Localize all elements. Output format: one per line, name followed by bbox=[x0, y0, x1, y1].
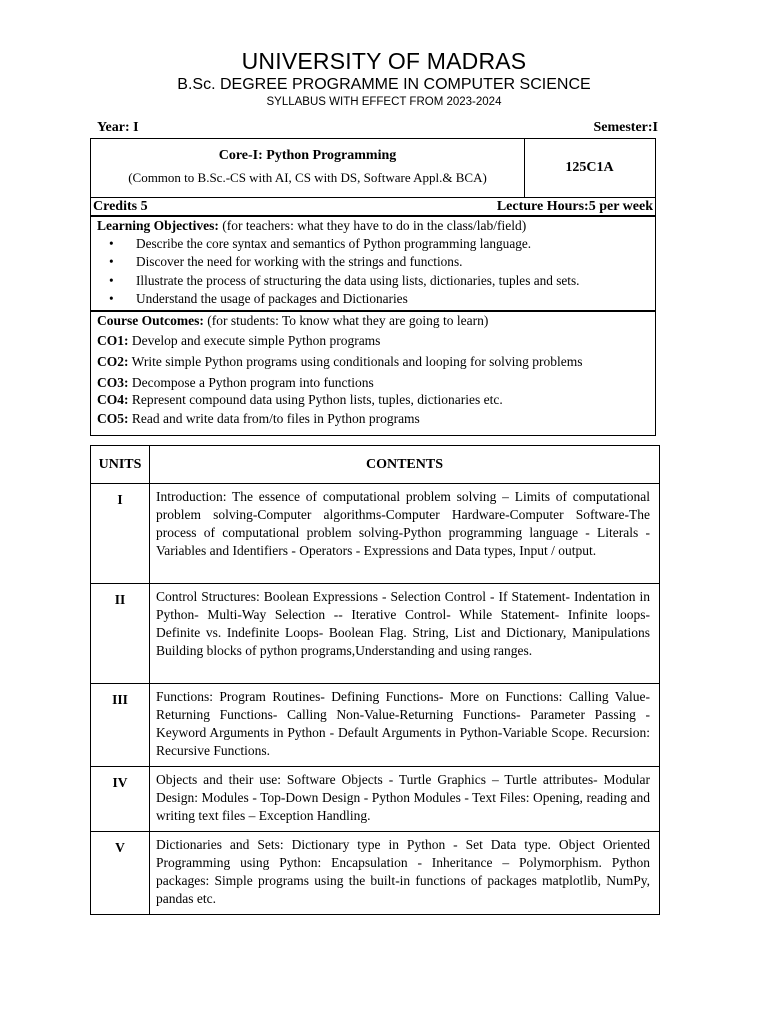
year-label: Year: I bbox=[97, 120, 139, 135]
objective-text: Understand the usage of packages and Dictionaries bbox=[136, 291, 408, 307]
course-outcomes-note: (for students: To know what they are going to learn) bbox=[203, 313, 489, 328]
outcome-code: CO3: bbox=[97, 375, 129, 390]
learning-objectives-box bbox=[90, 217, 656, 311]
table-row bbox=[91, 484, 660, 584]
table-row bbox=[91, 584, 660, 684]
bullet-icon: • bbox=[109, 272, 114, 288]
course-title-cell bbox=[91, 139, 525, 197]
course-outcomes-label: Course Outcomes: bbox=[97, 313, 204, 328]
outcome-item bbox=[97, 392, 503, 408]
unit-content: Dictionaries and Sets: Dictionary type in Python - Set Data type. Object Oriented Programming using Python: Encapsulation - Inheritance – Polymorphism. Python packages: Simple programs using the built-in functions of packages matplotlib, NumPy, pandas etc. bbox=[150, 832, 660, 915]
outcome-code: CO4: bbox=[97, 392, 129, 407]
units-contents-table bbox=[90, 445, 660, 915]
outcome-text: Develop and execute simple Python programs bbox=[128, 333, 381, 348]
bullet-icon: • bbox=[109, 291, 114, 307]
bullet-icon: • bbox=[109, 236, 114, 251]
lecture-hours-label: Lecture Hours:5 per week bbox=[496, 199, 653, 214]
outcome-item bbox=[97, 354, 583, 370]
outcome-text: Represent compound data using Python lists, tuples, dictionaries etc. bbox=[128, 392, 503, 407]
learning-objectives-heading bbox=[97, 218, 526, 234]
objective-text: Describe the core syntax and semantics of Python programming language. bbox=[136, 236, 532, 251]
unit-number: V bbox=[91, 832, 150, 915]
unit-number: III bbox=[91, 684, 150, 767]
units-column-header: UNITS bbox=[91, 446, 150, 484]
list-item bbox=[109, 273, 580, 291]
unit-number: IV bbox=[91, 767, 150, 832]
outcome-text: Decompose a Python program into functions bbox=[128, 375, 374, 390]
outcome-code: CO2: bbox=[97, 354, 129, 369]
unit-content: Introduction: The essence of computational problem solving – Limits of computational problem solving-Computer algorithms-Computer Hardware-Computer Software-The process of computational problem solving-Python programming language - Literals - Variables and Identifiers - Operators - Expressions and Data types, Input / output. bbox=[150, 484, 660, 584]
outcome-code: CO5: bbox=[97, 411, 129, 426]
outcome-item bbox=[97, 411, 420, 427]
course-common-note: (Common to B.Sc.-CS with AI, CS with DS, Software Appl.& BCA) bbox=[128, 170, 487, 185]
outcome-text: Read and write data from/to files in Python programs bbox=[128, 411, 420, 426]
list-item bbox=[109, 291, 580, 309]
objective-text: Discover the need for working with the strings and functions. bbox=[136, 254, 463, 270]
table-row bbox=[91, 684, 660, 767]
semester-label: Semester:I bbox=[593, 120, 658, 135]
table-header-row bbox=[91, 446, 660, 484]
credits-row bbox=[90, 197, 656, 217]
outcome-text: Write simple Python programs using conditionals and looping for solving problems bbox=[128, 354, 583, 369]
learning-objectives-list bbox=[109, 236, 580, 310]
course-outcomes-heading bbox=[97, 313, 488, 329]
course-header-box bbox=[90, 138, 656, 198]
learning-objectives-label: Learning Objectives: bbox=[97, 218, 219, 233]
list-item bbox=[109, 236, 580, 254]
unit-content: Control Structures: Boolean Expressions - Selection Control - If Statement- Indentation in Python- Multi-Way Selection -- Iterative Control- While Statement- Infinite loops- Definite vs. Indefinite Loops- Boolean Flag. String, List and Dictionary, Manipulations Building blocks of python programs,Understanding and using ranges. bbox=[150, 584, 660, 684]
course-code: 125C1A bbox=[565, 160, 614, 175]
contents-column-header: CONTENTS bbox=[150, 446, 660, 484]
bullet-icon: • bbox=[109, 254, 114, 270]
outcome-item bbox=[97, 375, 374, 391]
university-title: UNIVERSITY OF MADRAS bbox=[241, 48, 527, 74]
learning-objectives-note: (for teachers: what they have to do in the class/lab/field) bbox=[218, 218, 527, 233]
outcome-item bbox=[97, 333, 380, 349]
unit-number: I bbox=[91, 484, 150, 584]
programme-title: B.Sc. DEGREE PROGRAMME IN COMPUTER SCIENCE bbox=[177, 76, 591, 93]
table-row bbox=[91, 767, 660, 832]
outcome-code: CO1: bbox=[97, 333, 129, 348]
unit-content: Functions: Program Routines- Defining Functions- More on Functions: Calling Value-Returning Functions- Calling Non-Value-Returning Functions- Parameter Passing - Keyword Arguments in Python - Default Arguments in Python-Variable Scope. Recursion: Recursive Functions. bbox=[150, 684, 660, 767]
table-row bbox=[91, 832, 660, 915]
course-outcomes-box bbox=[90, 311, 656, 436]
syllabus-subtitle: SYLLABUS WITH EFFECT FROM 2023-2024 bbox=[266, 96, 502, 108]
course-title: Core-I: Python Programming bbox=[218, 148, 397, 163]
objective-text: Illustrate the process of structuring the data using lists, dictionaries, tuples and sets. bbox=[136, 272, 580, 288]
list-item bbox=[109, 254, 580, 272]
unit-content: Objects and their use: Software Objects - Turtle Graphics – Turtle attributes- Modular Design: Modules - Top-Down Design - Python Modules - Text Files: Opening, reading and writing text files – Exception Handling. bbox=[150, 767, 660, 832]
unit-number: II bbox=[91, 584, 150, 684]
credits-label: Credits 5 bbox=[93, 199, 148, 214]
